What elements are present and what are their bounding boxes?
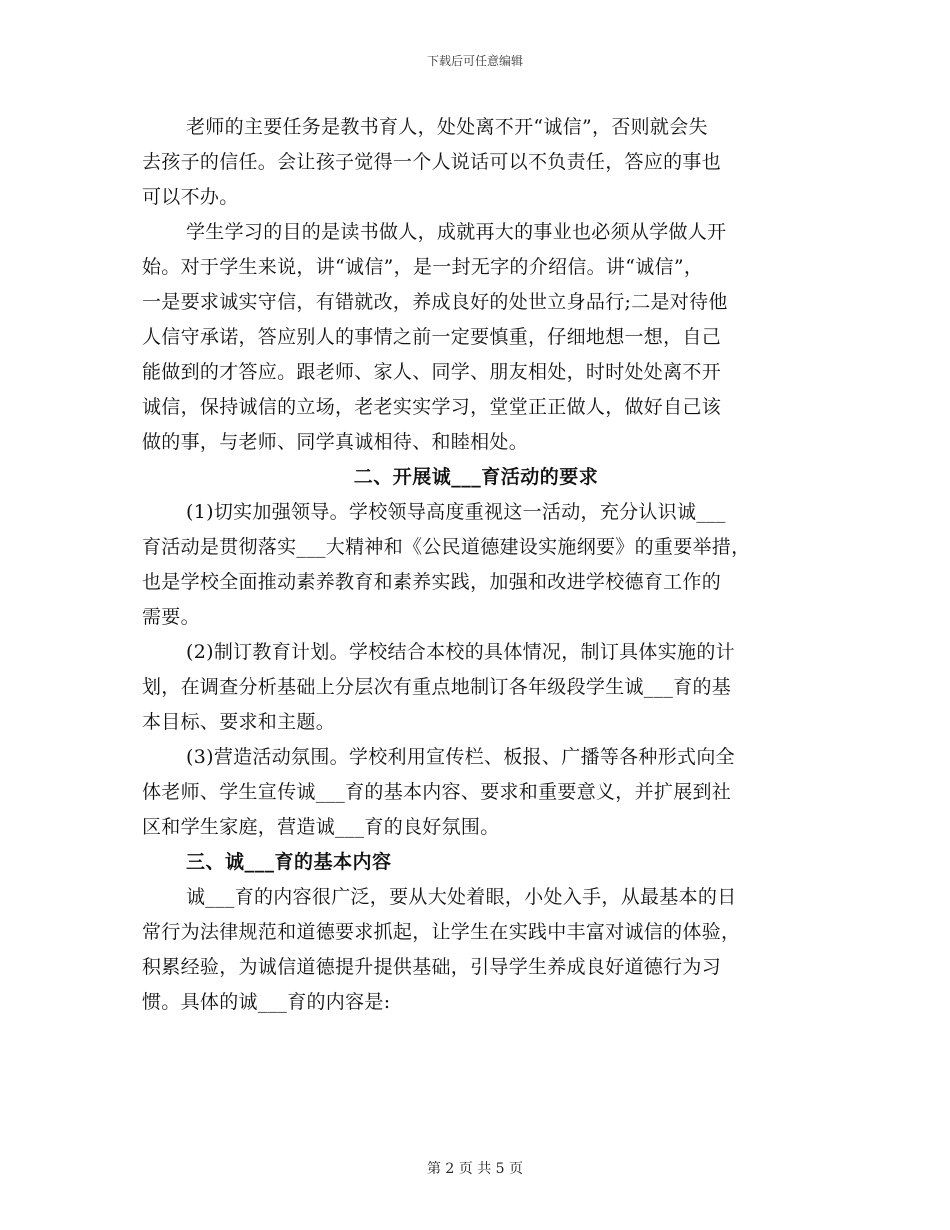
text-line: 一是要求诚实守信，有错就改，养成良好的处世立身品行;二是对待他 — [142, 291, 728, 313]
text-line: 区和学生家庭，营造诚___育的良好氛围。 — [142, 816, 500, 838]
text-line: 本目标、要求和主题。 — [142, 711, 336, 733]
text-line: 去孩子的信任。会让孩子觉得一个人说话可以不负责任，答应的事也 — [142, 151, 722, 173]
text-line: 老师的主要任务是教书育人，处处离不开“诚信”，否则就会失 — [186, 116, 708, 138]
text-line: 也是学校全面推动素养教育和素养实践，加强和改进学校德育工作的 — [142, 571, 722, 593]
text-line: 划，在调查分析基础上分层次有重点地制订各年级段学生诚___育的基 — [142, 676, 732, 698]
section-heading-content: 三、诚___育的基本内容 — [186, 851, 392, 873]
text-line: 惯。具体的诚___育的内容是: — [142, 991, 391, 1013]
page-footer: 第 2 页 共 5 页 — [426, 1161, 524, 1177]
text-line: 积累经验，为诚信道德提升提供基础，引导学生养成良好道德行为习 — [142, 956, 722, 978]
requirement-item-3 — [142, 740, 810, 845]
text-line: 始。对于学生来说，讲“诚信”，是一封无字的介绍信。讲“诚信”， — [142, 256, 704, 278]
text-line: (3)营造活动氛围。学校利用宣传栏、板报、广播等各种形式向全 — [186, 746, 735, 768]
content-paragraph — [142, 880, 810, 1020]
text-line: 学生学习的目的是读书做人，成就再大的事业也必须从学做人开 — [186, 221, 727, 243]
text-line: 常行为法律规范和道德要求抓起，让学生在实践中丰富对诚信的体验， — [142, 921, 741, 943]
section-heading-requirements: 二、开展诚___育活动的要求 — [353, 466, 599, 488]
text-line: 诚___育的内容很广泛，要从大处着眼，小处入手，从最基本的日 — [186, 886, 737, 908]
paragraph-student — [142, 215, 810, 460]
paragraph-teacher — [142, 110, 810, 215]
page-header: 下载后可任意编辑 — [426, 54, 523, 68]
text-line: (1)切实加强领导。学校领导高度重视这一活动，充分认识诚___ — [186, 501, 726, 523]
text-line: 需要。 — [142, 606, 200, 628]
text-line: 可以不办。 — [142, 186, 239, 208]
text-line: 能做到的才答应。跟老师、家人、同学、朋友相处，时时处处离不开 — [142, 361, 722, 383]
text-line: 人信守承诺，答应别人的事情之前一定要慎重，仔细地想一想，自己 — [142, 326, 722, 348]
text-line: 育活动是贯彻落实___大精神和《公民道德建设实施纲要》的重要举措， — [142, 536, 751, 558]
document-body — [142, 110, 810, 1020]
text-line: (2)制订教育计划。学校结合本校的具体情况，制订具体实施的计 — [186, 641, 735, 663]
text-line: 诚信，保持诚信的立场，老老实实学习，堂堂正正做人，做好自己该 — [142, 396, 722, 418]
text-line: 体老师、学生宣传诚___育的基本内容、要求和重要意义，并扩展到社 — [142, 781, 732, 803]
requirement-item-1 — [142, 495, 810, 635]
text-line: 做的事，与老师、同学真诚相待、和睦相处。 — [142, 431, 529, 453]
requirement-item-2 — [142, 635, 810, 740]
